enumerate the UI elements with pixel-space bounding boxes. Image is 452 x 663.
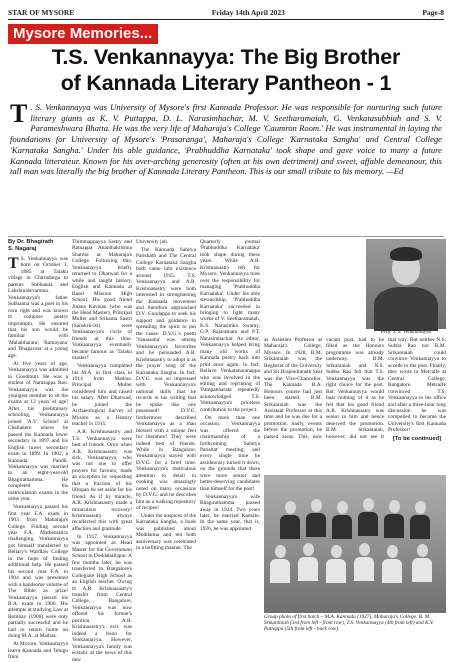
group-person — [326, 545, 346, 583]
group-person — [410, 501, 430, 539]
byline-line-2: S. Nagaraj — [8, 246, 37, 252]
portrait-body — [374, 287, 438, 331]
article-paragraph: Quarterly journal 'Prabhuddha Karnataka' took shape during these years. While A.R. Krishnasastry left for Mysore, Venkannayya took over the responsibility for managing 'Prabhuddha Karnataka'. Under his able stewardship, 'Prabhuddha Karnataka' succeeded in bringing to light many works of V. Seetharamaiah, K.S. Narasimha Swamy, G.P. Rajaratnam and P.T. Narasimhachar. As editor, Venkannayya helped bring many old works of Kannada poetry back into print once again. In fact, Bellave Venkatanaranappa who was involved in the editing and reprinting of 'Pampabharata' repeatedly acknowledged T.S. Venkannayya's priceless contribution to the project. — [200, 239, 260, 413]
portrait-hair — [390, 247, 422, 261]
group-person — [384, 500, 404, 538]
article-paragraph: Thimmappayya Sastry and Ratnappa Ananthakrishna Sharma at Maharaja's College. Following this, Venkannayya briefly returned to Dharwad for a while and taught history, English and Kannada at Basel Mission High School. His good friend Jinana Kavisan (who was the Head Master), Principal Muller and Srikanta Sastri (Sanskrit-ist) were Venkannayya's circle of friends at this time. Venkannayya eventually became famous as 'Talaku master!' — [72, 239, 132, 362]
group-person — [298, 543, 318, 581]
intro-paragraph — [10, 99, 442, 177]
article-column-3 — [136, 239, 196, 634]
masthead-paper: STAR OF MYSORE — [8, 7, 75, 17]
article-paragraph-text: S. Venkannayya was born on October 1, 1885 at Talaku village in Chitradurga to parents Subbanna and Lakshmidevamma. Venkannayya's father Subbanna was a poet in his own right and was known to compose poetry impromptu. He ensured that his son would be familiar with 'Mahabharata', 'Ramayana' and 'Bhagavata' at a young age. — [8, 256, 68, 359]
article-drop-cap: T — [8, 255, 19, 272]
intro-drop-cap: T — [10, 99, 28, 128]
portrait-caption: Prof. T. S. Venkannayya — [380, 329, 432, 335]
group-person — [382, 545, 402, 583]
group-photo-caption: Group photo of first batch – M.A. Kannada (1927), Maharaja's College. B. M. Srikantaiah (3rd from left - front row), T.S. Venkannayya (4th from left) and K.V. Puttappa (5th from left - back row). — [264, 614, 434, 633]
group-person — [412, 544, 432, 582]
group-person — [332, 501, 352, 539]
headline — [8, 44, 444, 96]
group-person — [354, 543, 374, 581]
article-paragraph: The Kannada Sahitya Parishath and The Central College Karnataka Sangha both came into existence around 1915. T.S. Venkannayya and A.R. Krishnasastry were both interested in strengthening the Kannada movement and therefore approached D.V. Gundappa to seek his support and guidance in spreading the spirit to put the cause. D.V.G.'s poem 'Vanasuma' was among Venkannayya's favourites and he persuaded A.R. Krishnasastry to adopt it as the prayer song of the Karnataka Sangha. In fact, D.V.G. was so impressed with Venkannayya's notional skills that he records in his writing that he spoke like one possessed! D.V.G. furthermore described Venkannayya as a man blessed with a unique feel for literature! They were indeed best of friends. While in Bangalore, Venkannayya stayed with D.V.G. for a brief time. Venkannayya's meticulous attention to detail in cooking was amazingly noted on many occasions by D.V.G. and he describes him as a walking repository of recipes! — [136, 246, 196, 512]
group-person — [280, 501, 300, 539]
article-paragraph: In 1917, Venkannayya was appointed as Head Master for the Government School in Doddaballapur. A few months later, he was transferred to Bangalore's Collegiate High School as an English teacher. Owing to A.R. Krishnasastry's transfer from Central College, Bangalore, Venkannayya was now offered his former's position. A.R. Krishnasastry's exit was indeed a boon for Venkannayya. However, Venkannayya's family was ecstatic at the news of this new — [72, 533, 132, 663]
article-column-4 — [200, 239, 260, 634]
masthead-rule — [8, 19, 444, 20]
article-paragraph: as Assistant Professor at Maharaja's College, Mysore. In 1928, B.M. Srikantaiah was the Registrar of the University and Sir Brajendranath Seal was the Vice-Chancellor. The Kannada B.A. Honours course had just been started. B.M. Srikantaiah was the Assistant Professor at this time and he was due for a promotion. Sadly, events before the promotion, he passed away. This, now vacant post, had to be filled as the Honours programme was already underway. B.M. Srikantaiah and N.S. Subba Rao felt that T.S. Venkannayya was the right choice for the post. But Venkannayya would hear nothing of it as he felt that his good friend A.R. Krishnasastry was senior to him and hence deserved the promotion. B.M. Srikantaiah, however, did not see it that way. But neither N.S. Subba Rao nor B.M. Srikantaiah could convince Venkannayya to accede to the post. Finally, they wrote to Metcalfe at Central College, Bangalore. Metcalfe convinced T.S. Venkannayya to his office and after a three-hour long discussion he was compelled to become the University's first Kannada Professor! — [264, 337, 446, 440]
portrait-photo — [366, 239, 446, 329]
masthead-date: Friday 14th April 2023 — [211, 7, 285, 17]
masthead — [8, 6, 444, 18]
intro-divider — [8, 236, 444, 237]
article-column-2 — [72, 239, 132, 663]
article-paragraph: On more than one occasion, Venkannayya was offered the chairmanship of a forthcoming 'Sahitya Parishat' meeting; and every single time he assiduously turned it down, on the grounds that there were more senior and better-deserving candidates than himself for the post! — [200, 414, 260, 492]
group-person — [306, 499, 326, 537]
article-paragraph: University job. — [136, 239, 169, 245]
article-paragraph: At Mysore, Venkannayya learnt Kannada and Telugu from — [8, 641, 68, 661]
article-paragraph: Venkannayya completed his M.A. in first class in 1914 from Madras. Principal Muller considered him and raised his salary. After Dharwad, he joined the Archaeological Survey of Mysore as a History teacher in 1915. — [72, 363, 132, 428]
headline-line-1: T.S. Venkannayya: The Big Brother — [51, 45, 401, 69]
group-person — [358, 498, 378, 536]
article-paragraph: Venkannayya passed his first year F.A. exam in 1903 from Maharaja's College. Finding second year F.A. Mathematics challenging, Venkannayya got himself transferred to Bellary's Wardlaw College in the hope of finding additional help. He passed his second year F.A. in 1904 and was presented with a handsome volume of The Bible as prize! Venkannayya passed his B.A. exam in 1906. His attempts at studying Law at Bombay (1906) were only partially successful and he had to return home on doing M.A. at Madras. — [8, 504, 68, 640]
section-tag: Mysore Memories... — [8, 24, 158, 44]
masthead-page: Page-8 — [422, 7, 444, 17]
article-column-1 — [8, 239, 68, 661]
article-paragraph: Under the auspices of the Karnataka Sangha, a book was published about Muddanna and ten both anniversary was celebrated in a befitting manner. The — [136, 513, 196, 552]
byline-line-1: By Dr. Bhagirath — [8, 239, 54, 245]
article-paragraph: At five years of age, Venkannayya was admitted to Goodmuti. He was a student of Narasappa Rao. Venkannayya was the youngest member to sit the exams at 12 years of age! After his preliminary schooling, Venkannayya joined 'A.V. School' at Challakere where he passed the Kannada lower secondary in 1897 and his English lower secondary exam in 1899. In 1902, a Kannada Pandit, Venkannayya was married to an eight-year-old Bhagirathamma. He completed his matriculation exams in the same year. — [8, 360, 68, 503]
article-paragraph — [8, 256, 68, 359]
group-person — [270, 545, 290, 583]
intro-text: . S. Venkannayya was University of Mysore's first Kannada Professor. He was responsible for nurturing such future literary giants as K. V. Puttappa, D. L. Narasimhachar, M. V. Seetharamaiah, G. Venkatasubbiah and S. V. Parameshwara Bhatta. He was the very life of Maharaja's College 'Caumron Room.' He was instrumental in laying the foundations for University of Mysore's 'Prasaranga', Maharaja's College 'Karnataka Sangha' and Central College 'Karnataka Sangha.' Under his able guidance, 'Prabhuddha Karnataka' took shape and gave voice to many a future Kannada litterateur. Known for his over-arching generosity (often at his own detriment) and sweet, affable demeanour, this tall man was literally the big brother of Kannada Literary Pantheon. This is our small tribute to his memory. —Ed — [10, 102, 442, 177]
group-photo — [264, 475, 446, 613]
headline-line-2: of Kannada Literary Pantheon - 1 — [60, 71, 392, 95]
byline — [8, 239, 68, 253]
article-column-5 — [264, 337, 446, 473]
article-paragraph: A.R. Krishnasastry and T.S. Venkannayya were best of friends. Once when A.R. Krishnasastry was sick, Venkannayya, who was not one to offer prayers for favours, made an exception by requesting that a fraction of his lifespan be set aside for his friend. As if by miracle, A.R. Krishnasastry made a miraculous recovery! Krishnasastry always recollected this with great affection and gratitude. — [72, 429, 132, 532]
article-paragraph: Venkannayya's wife Bhagirathamma passed away in 1924. Two years later, he married Kamalu. In the same year, that is, 1926, he was appointed — [200, 493, 260, 532]
to-be-continued: [To be continued] — [392, 435, 442, 442]
